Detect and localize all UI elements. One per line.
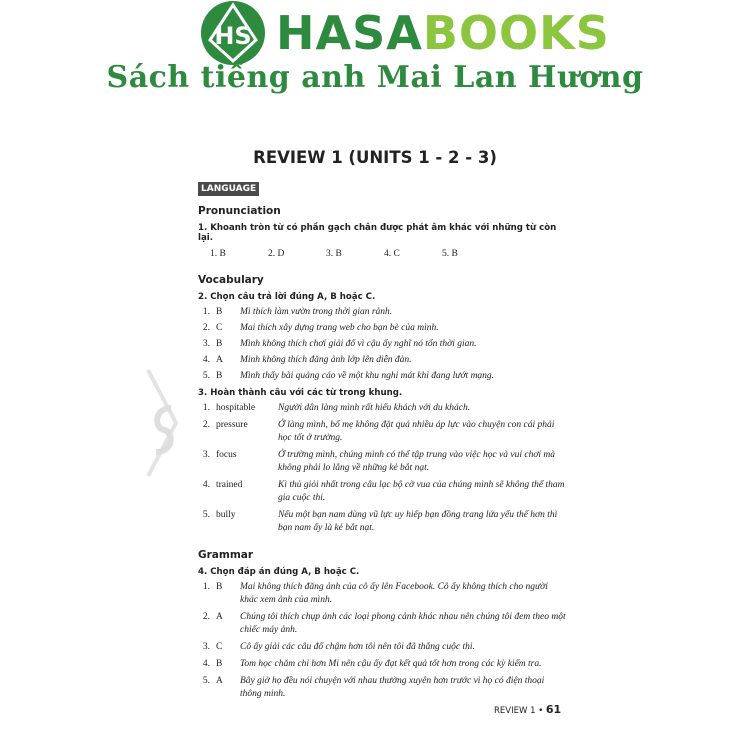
answer-row [198,338,568,351]
item-key: B [216,307,223,317]
item-text: Bây giờ họ đều nói chuyện với nhau thường xuyên hơn trước vì họ có điện thoại thông minh. [240,676,545,699]
item-number: 4. [202,355,210,365]
answer-row [198,675,568,701]
item-number: 1. [202,307,210,317]
question-4: 4. Chọn đáp án đúng A, B hoặc C. [198,567,360,577]
item-number: 5. [202,676,210,686]
item-number: 3. [202,450,210,460]
answer-row [198,370,568,383]
answer-item: 5. B [442,249,458,259]
answer-row [198,581,568,607]
item-key: focus [216,450,237,460]
answer-row [198,449,568,475]
item-number: 1. [202,403,210,413]
item-key: trained [216,480,243,490]
page-title: REVIEW 1 (UNITS 1 - 2 - 3) [253,148,497,167]
question-3-list [198,402,568,535]
item-key: bully [216,510,236,520]
footer-bullet: • [538,706,544,716]
tagline: Sách tiếng anh Mai Lan Hương [106,60,644,95]
item-text: Minh không thích đăng ảnh lớp lên diễn đàn. [240,355,412,365]
watermark-logo-icon [146,368,178,478]
pronunciation-heading: Pronunciation [198,205,281,217]
item-number: 5. [202,371,210,381]
answer-row [198,611,568,637]
item-text: Kì thủ giỏi nhất trong câu lạc bộ cờ vua của chúng mình sẽ không thể tham gia cuộc thi. [278,480,565,503]
item-number: 4. [202,480,210,490]
item-text: Tom học chăm chỉ hơn Mi nên cậu ấy đạt kết quả tốt hơn trong các kỳ kiểm tra. [240,659,542,669]
answer-row [198,658,568,671]
brand-name: HASABOOKS [276,6,610,60]
answer-row [198,641,568,654]
item-text: Ở trường mình, chúng mình có thể tập trung vào việc học và vui chơi mà không phải lo lắng về những kẻ bắt nạt. [278,450,556,473]
item-text: Mình không thích chơi giải đố vì cậu ấy nghĩ nó tốn thời gian. [240,339,477,349]
item-key: C [216,323,223,333]
language-tag: LANGUAGE [198,182,259,196]
item-key: B [216,582,223,592]
answer-row [198,306,568,319]
question-2-list [198,306,568,383]
logo [200,0,610,66]
question-4-list [198,581,568,701]
item-number: 5. [202,510,210,520]
item-number: 2. [202,420,210,430]
item-number: 3. [202,642,210,652]
item-key: B [216,371,223,381]
item-number: 1. [202,582,210,592]
answer-row [198,509,568,535]
answer-row [198,354,568,367]
item-text: Người dân làng mình rất hiếu khách với du khách. [278,403,471,413]
item-text: Mi thích làm vườn trong thời gian rảnh. [240,307,393,317]
hasabooks-logo-icon [200,0,266,66]
item-key: B [216,339,223,349]
header [0,0,750,110]
item-number: 2. [202,323,210,333]
item-key: C [216,642,223,652]
item-number: 2. [202,612,210,622]
answer-item: 4. C [384,249,400,259]
answer-item: 2. D [268,249,285,259]
item-key: pressure [216,420,248,430]
answer-item: 1. B [210,249,226,259]
answer-row [198,419,568,445]
item-key: A [216,355,223,365]
item-text: Mai không thích đăng ảnh của cô ấy lên Facebook. Cô ấy không thích cho người khác xem ảnh của mình. [240,582,548,605]
item-key: A [216,612,223,622]
item-number: 4. [202,659,210,669]
footer-label: REVIEW 1 [494,706,536,716]
answer-item: 3. B [326,249,342,259]
item-key: A [216,676,223,686]
item-text: Cô ấy giải các câu đố chậm hơn tôi nên tôi đã thắng cuộc thi. [240,642,475,652]
pronunciation-answers [210,249,568,259]
answer-row [198,402,568,415]
item-text: Mai thích xây dựng trang web cho bạn bè của mình. [240,323,439,333]
item-number: 3. [202,339,210,349]
logo-letters: HS [214,22,252,50]
grammar-heading: Grammar [198,549,254,561]
answer-row [198,322,568,335]
item-key: B [216,659,223,669]
vocabulary-heading: Vocabulary [198,274,264,286]
page-content [198,178,568,701]
item-text: Ở làng mình, bố mẹ không đặt quá nhiều áp lực vào chuyện con cái phải học tốt ở trường. [278,420,555,443]
item-text: Nếu một bạn nam dùng vũ lực uy hiếp bạn đồng trang lứa yếu thế hơn thì bạn nam ấy là kẻ bắt nạt. [278,510,558,533]
page-footer [494,703,561,716]
page-number: 61 [545,703,562,716]
question-2: 2. Chọn câu trả lời đúng A, B hoặc C. [198,292,376,302]
item-text: Mình thấy bài quảng cáo về một khu nghỉ mát khi đang lướt mạng. [240,371,495,381]
answer-row [198,479,568,505]
question-1: 1. Khoanh tròn từ có phần gạch chân được phát âm khác với những từ còn lại. [198,223,557,243]
question-3: 3. Hoàn thành câu với các từ trong khung. [198,388,403,398]
item-text: Chúng tôi thích chụp ảnh các loại phong cảnh khác nhau nên chúng tôi đem theo một chiếc máy ảnh. [240,612,566,635]
item-key: hospitable [216,403,256,413]
